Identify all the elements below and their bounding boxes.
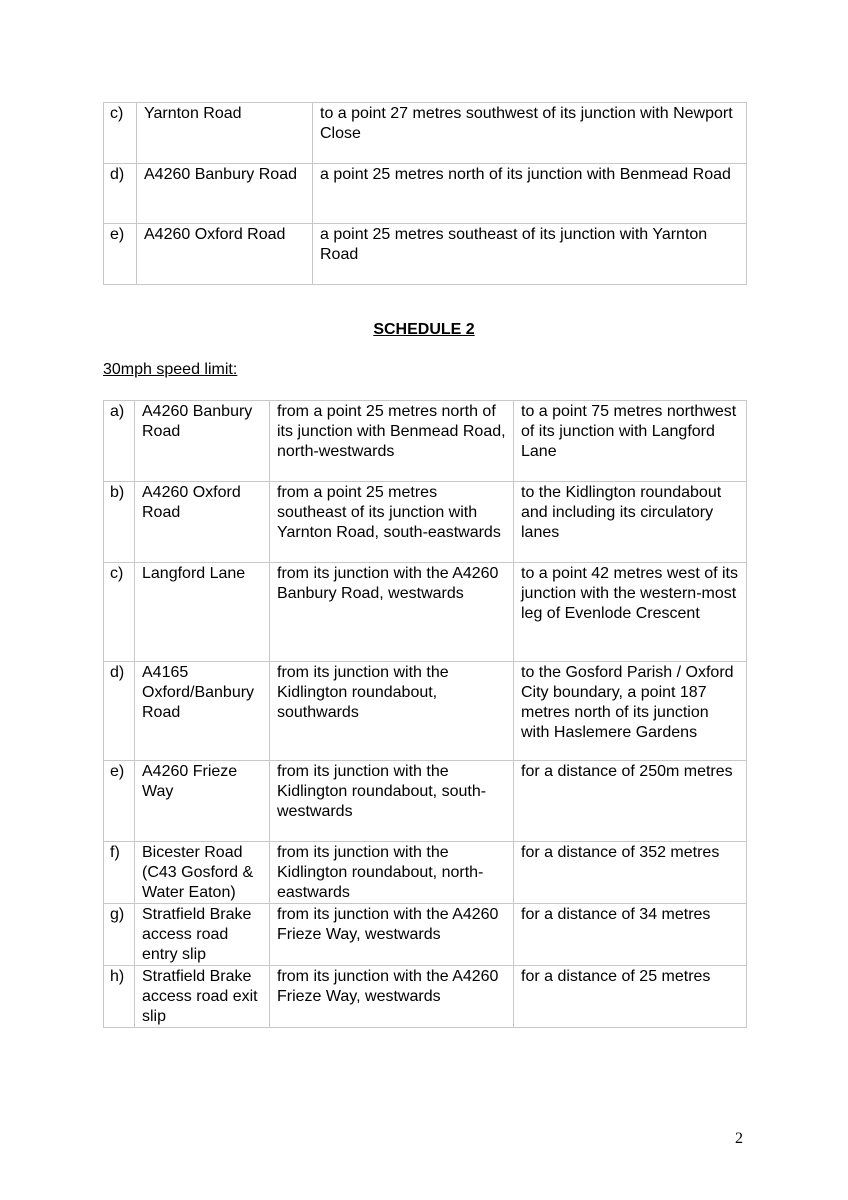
road-name: A4260 Banbury Road bbox=[135, 401, 270, 482]
extent-to: a point 25 metres southeast of its junction with Yarnton Road bbox=[313, 224, 747, 285]
extent-to: for a distance of 34 metres bbox=[514, 904, 747, 966]
extent-from: from its junction with the Kidlington roundabout, southwards bbox=[270, 662, 514, 761]
table-row bbox=[104, 103, 747, 164]
schedule-heading: SCHEDULE 2 bbox=[373, 321, 475, 338]
table-row bbox=[104, 904, 747, 966]
row-letter: d) bbox=[104, 164, 137, 224]
table-row bbox=[104, 563, 747, 662]
table-row bbox=[104, 164, 747, 224]
extent-to: to the Gosford Parish / Oxford City boundary, a point 187 metres north of its junction with Haslemere Gardens bbox=[514, 662, 747, 761]
schedule1-continuation-table bbox=[103, 102, 747, 285]
extent-from: from its junction with the A4260 Frieze Way, westwards bbox=[270, 904, 514, 966]
extent-from: from its junction with the A4260 Frieze Way, westwards bbox=[270, 966, 514, 1028]
road-name: Yarnton Road bbox=[137, 103, 313, 164]
extent-from: from its junction with the Kidlington roundabout, north-eastwards bbox=[270, 842, 514, 904]
road-name: A4260 Banbury Road bbox=[137, 164, 313, 224]
row-letter: e) bbox=[104, 761, 135, 842]
road-name: Langford Lane bbox=[135, 563, 270, 662]
extent-to: for a distance of 25 metres bbox=[514, 966, 747, 1028]
road-name: Bicester Road (C43 Gosford & Water Eaton) bbox=[135, 842, 270, 904]
page-number: 2 bbox=[735, 1130, 743, 1147]
row-letter: c) bbox=[104, 563, 135, 662]
road-name: A4260 Oxford Road bbox=[137, 224, 313, 285]
table-row bbox=[104, 224, 747, 285]
road-name: Stratfield Brake access road exit slip bbox=[135, 966, 270, 1028]
row-letter: b) bbox=[104, 482, 135, 563]
extent-to: for a distance of 250m metres bbox=[514, 761, 747, 842]
schedule2-table bbox=[103, 400, 747, 1028]
table-row bbox=[104, 482, 747, 563]
table-row bbox=[104, 842, 747, 904]
table-row bbox=[104, 966, 747, 1028]
speed-limit-subheading: 30mph speed limit: bbox=[103, 361, 238, 378]
extent-from: from a point 25 metres southeast of its junction with Yarnton Road, south-eastwards bbox=[270, 482, 514, 563]
extent-to: a point 25 metres north of its junction with Benmead Road bbox=[313, 164, 747, 224]
extent-from: from its junction with the A4260 Banbury Road, westwards bbox=[270, 563, 514, 662]
extent-from: from a point 25 metres north of its junction with Benmead Road, north-westwards bbox=[270, 401, 514, 482]
table-row bbox=[104, 761, 747, 842]
extent-to: to a point 42 metres west of its junction with the western-most leg of Evenlode Crescent bbox=[514, 563, 747, 662]
extent-to: for a distance of 352 metres bbox=[514, 842, 747, 904]
row-letter: f) bbox=[104, 842, 135, 904]
row-letter: c) bbox=[104, 103, 137, 164]
row-letter: a) bbox=[104, 401, 135, 482]
row-letter: h) bbox=[104, 966, 135, 1028]
road-name: A4165 Oxford/Banbury Road bbox=[135, 662, 270, 761]
road-name: A4260 Frieze Way bbox=[135, 761, 270, 842]
road-name: Stratfield Brake access road entry slip bbox=[135, 904, 270, 966]
table-row bbox=[104, 662, 747, 761]
extent-to: to a point 27 metres southwest of its junction with Newport Close bbox=[313, 103, 747, 164]
extent-to: to a point 75 metres northwest of its junction with Langford Lane bbox=[514, 401, 747, 482]
row-letter: e) bbox=[104, 224, 137, 285]
extent-from: from its junction with the Kidlington roundabout, south-westwards bbox=[270, 761, 514, 842]
road-name: A4260 Oxford Road bbox=[135, 482, 270, 563]
extent-to: to the Kidlington roundabout and including its circulatory lanes bbox=[514, 482, 747, 563]
row-letter: d) bbox=[104, 662, 135, 761]
row-letter: g) bbox=[104, 904, 135, 966]
table-row bbox=[104, 401, 747, 482]
